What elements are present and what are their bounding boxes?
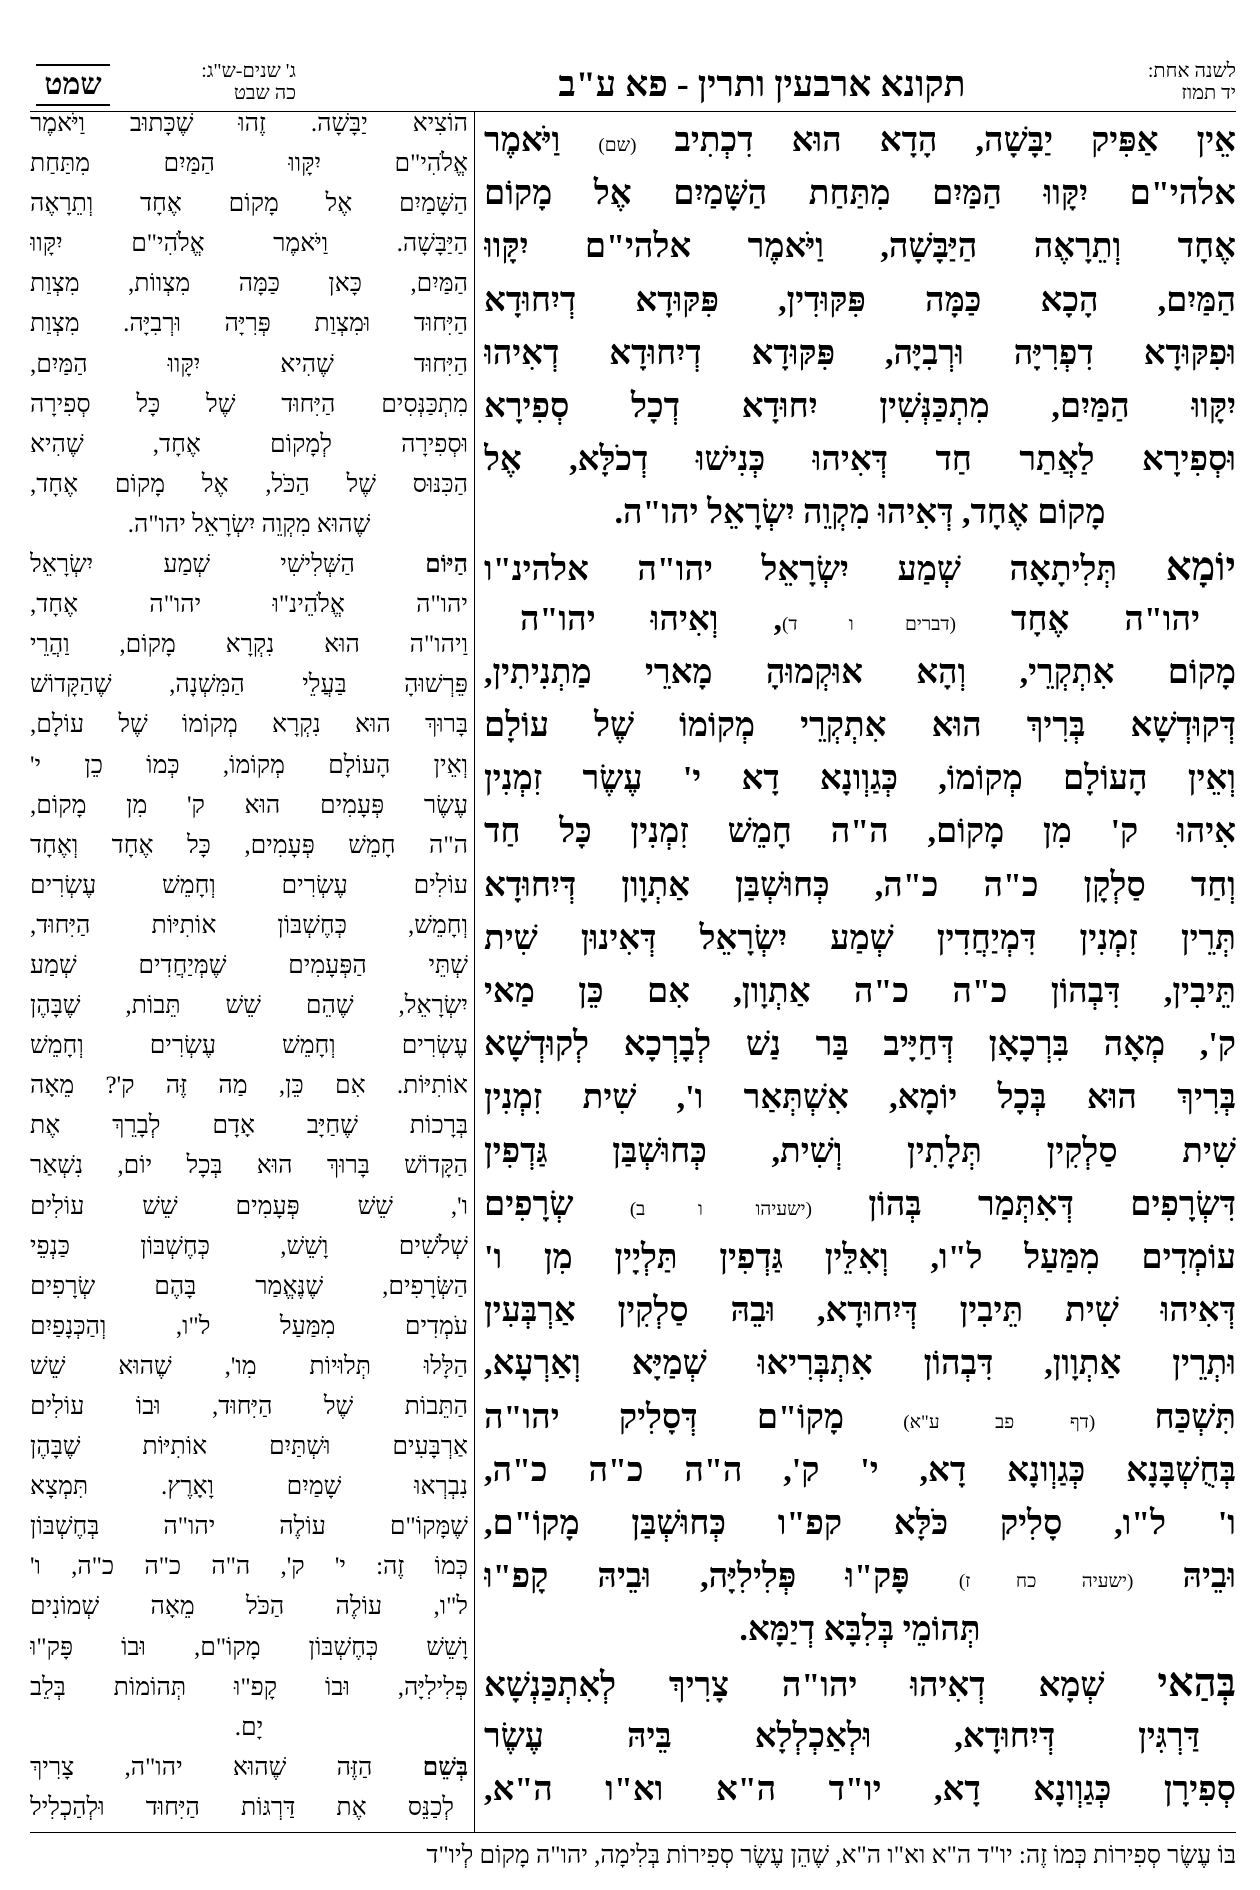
text-run: עֶשְׂרִים וְחָמֵשׁ עֶשְׂרִים וְחָמֵשׁ xyxy=(30,1032,468,1060)
text-run: יהו"ה אֶחָד xyxy=(955,600,1200,638)
text-run: בְּרִיךְ הוּא בְּכָל יוֹמָא, אִשְׁתְּאַר ו', שִׁית זִמְנִין xyxy=(484,1079,1236,1117)
commentary-line xyxy=(30,1146,468,1186)
main-text-line xyxy=(484,486,1236,539)
commentary-line xyxy=(30,1307,468,1347)
text-run: עוֹמְדִים מִמַּעַל ל"ו, וְאִלֵּין גַּדְפִין תַּלְיָין מִן ו' xyxy=(484,1238,1236,1276)
text-run: ה"ה חָמֵשׁ פְּעָמִים, כָּל אֶחָד וְאֶחָד xyxy=(30,831,468,859)
main-text-line xyxy=(484,593,1236,646)
text-run: הַמַּיִם, כָּאן כַּמָּה מִצְווֹת, מִצְוַת xyxy=(30,270,468,298)
text-run: ל"ו, עוֹלֶה הַכֹּל מֵאָה שְׁמוֹנִים xyxy=(30,1593,468,1621)
text-run: שְׁתֵּי הַפְּעָמִים שֶׁמְּיַחֲדִים שְׁמַע xyxy=(30,951,468,979)
main-text-line xyxy=(484,1763,1236,1816)
text-run: שְׁמָא דְאִיהוּ יהו"ה צָרִיךְ לְאִתְכַּנְשָׁא xyxy=(484,1667,1158,1705)
main-text-line xyxy=(484,1071,1236,1124)
main-text-line xyxy=(484,1656,1236,1709)
text-run: עוֹלִים עֶשְׂרִים וְחָמֵשׁ עֶשְׂרִים xyxy=(30,871,468,899)
text-run: יָם. xyxy=(234,1713,264,1741)
opening-word: בְּהַאי xyxy=(1157,1660,1236,1706)
text-run: אֱלֹהִי"ם יִקָּווּ הַמַּיִם מִתַּחַת xyxy=(30,150,468,178)
text-run: הַמַּיִם, הָכָא כַּמָּה פִּקּוּדִין, פִּקּוּדָא דְיִחוּדָא xyxy=(484,281,1236,319)
main-text-line xyxy=(484,1603,1236,1656)
text-run: פֵּרְשׁוּהָ בַּעֲלֵי הַמִּשְׁנָה, שֶׁהַקָּדוֹשׁ xyxy=(30,671,468,699)
text-run: יִשְׂרָאֵל, שֶׁהֵם שֵׁשׁ תֵּבוֹת, שֶׁבָּהֶן xyxy=(30,992,468,1020)
main-text-line xyxy=(484,805,1236,858)
commentary-line xyxy=(30,1267,468,1307)
opening-word: בְּשֵׁם xyxy=(422,1753,468,1781)
text-run: וְחָמֵשׁ, כְּחֶשְׁבּוֹן אוֹתִיּוֹת הַיִּחוּד, xyxy=(30,911,468,939)
text-run: הַשְּׁלִישִׁי שְׁמַע יִשְׂרָאֵל xyxy=(30,551,426,579)
text-run: ו' ל"ו, סָלִיק כֹּלָּא קפ"ו כְּחוּשְׁבַּן מָקוֹ"ם, xyxy=(484,1504,1236,1542)
commentary-line xyxy=(30,304,468,344)
column-divider xyxy=(474,112,475,1832)
text-run: תְּרֵין זִמְנִין דִּמְיַחֲדִין שְׁמַע יִשְׂרָאֵל דְּאִינוּן שִׁית xyxy=(484,919,1236,957)
commentary-line xyxy=(30,1748,468,1788)
text-run: הַיִּחוּד וּמִצְוַת פְּרִיָּה וּרְבִיָּה. מִצְוַת xyxy=(30,310,468,338)
commentary-line xyxy=(30,385,468,425)
source-citation: (שם) xyxy=(598,135,637,156)
text-run: יִקָּווּ הַמַּיִם, מִתְכַּנְּשִׁין יִחוּדָא דְכָל סְפִירָא xyxy=(484,387,1236,425)
commentary-line xyxy=(30,1066,468,1106)
text-run: וּפִקּוּדָא דִפְרִיָּה וּרְבִיָּה, פִּקּוּדָא דְיִחוּדָא דְאִיהוּ xyxy=(484,334,1236,372)
text-run: תֵּיבִין, דִּבְהוֹן כ"ה כ"ה אַתְוָון, אִם כֵּן מַאי xyxy=(484,973,1236,1010)
main-text-line xyxy=(484,912,1236,965)
opening-word: יוֹמָא xyxy=(1165,543,1236,589)
commentary-line xyxy=(30,1347,468,1387)
source-citation: (דברים ו ד) xyxy=(781,613,956,635)
commentary-line xyxy=(30,1547,468,1587)
main-text-line xyxy=(484,327,1236,380)
commentary-line xyxy=(30,1507,468,1547)
commentary-line xyxy=(30,986,468,1026)
commentary-line xyxy=(30,906,468,946)
page-title: תקונא ארבעין ותרין - פא ע"ב xyxy=(558,64,966,104)
text-run: דְּאִיהוּ שִׁית תֵּיבִין דְּיִחוּדָא, וּבֵהּ סַלְקִין אַרְבְּעִין xyxy=(484,1292,1236,1330)
text-run: וְחַד סַלְקָן כ"ה כ"ה, כְּחוּשְׁבַּן אַתְוָון דְּיִחוּדָא xyxy=(484,866,1236,904)
schedule-label-one-year: לשנה אחת: xyxy=(1147,60,1236,82)
commentary-line xyxy=(30,184,468,224)
main-text-line xyxy=(484,274,1236,327)
text-run: מָקוֹם אִתְקְרֵי, וְהָא אוּקְמוּהָ מָארֵי מַתְנִיתִין, xyxy=(484,653,1236,691)
text-run: וּסְפִירָא לַאֲתַר חַד דְּאִיהוּ כְּנִישׁוּ דְכֹלָּא, אֶל xyxy=(484,441,1236,479)
text-run: פָּק"וּ פְּלִילִיָּה, וּבֵיהּ קָפ"וּ xyxy=(484,1558,959,1596)
main-text-line xyxy=(484,859,1236,912)
text-run: וָשֵׁשׁ כְּחֶשְׁבּוֹן מָקוֹ"ם, וּבוֹ פָּק"וּ xyxy=(30,1633,468,1661)
text-run: כְּמוֹ זֶה: י' ק', ה"ה כ"ה כ"ה, ו' xyxy=(30,1553,468,1581)
text-run: סְפִירָן כְּגַוְונָא דָא, יו"ד ה"א וא"ו ה"א, xyxy=(484,1770,1236,1808)
header-study-schedule-three-years xyxy=(128,60,296,104)
text-run: הַתֵּבוֹת שֶׁל הַיִּחוּד, וּבוֹ עוֹלִים xyxy=(30,1393,468,1420)
text-run: נִבְרְאוּ שָׁמַיִם וָאָרֶץ. תִּמְצָא xyxy=(30,1473,468,1501)
commentary-line xyxy=(30,1708,468,1748)
text-run: שְׁלֹשִׁים וָשֵׁשׁ, כְּחֶשְׁבּוֹן כַּנְפֵי xyxy=(30,1232,468,1260)
text-run: הַלָּלוּ תְּלוּיוֹת מִו', שֶׁהוּא שֵׁשׁ xyxy=(30,1352,468,1380)
text-run: הַשְּׂרָפִים, שֶׁנֶּאֱמַר בָּהֶם שְׂרָפִים xyxy=(30,1272,468,1300)
commentary-line xyxy=(30,465,468,505)
text-run: הַשָּׁמַיִם אֶל מָקוֹם אֶחָד וְתֵרָאֶה xyxy=(30,190,468,218)
main-text-line xyxy=(484,1284,1236,1337)
commentary-line xyxy=(30,826,468,866)
text-run: מָקוֹ"ם דְּסָלִיק יהו"ה xyxy=(484,1398,904,1436)
main-text-line xyxy=(484,380,1236,433)
main-text-line xyxy=(484,752,1236,805)
main-text-line xyxy=(484,1231,1236,1284)
main-text-line xyxy=(484,699,1236,752)
text-run: פְּלִילִיָּה, וּבוֹ קָפ"וּ תְּהוֹמוֹת בְּלֵב xyxy=(30,1673,468,1701)
main-text-line xyxy=(484,965,1236,1018)
header-study-schedule-one-year xyxy=(1086,60,1236,104)
text-run: הוֹצִיא יַבָּשָׁה. זֶהוּ שֶׁכָּתוּב וַיֹּאמֶר xyxy=(30,110,468,137)
main-text-line xyxy=(484,1497,1236,1550)
commentary-line xyxy=(30,1227,468,1267)
commentary-line xyxy=(30,1026,468,1066)
text-run: דְּקוּדְשָׁא בְּרִיךְ הוּא אִתְקְרֵי מְקוֹמוֹ שֶׁל עוֹלָם xyxy=(484,707,1236,745)
footer-divider xyxy=(30,1832,1236,1833)
commentary-line xyxy=(30,786,468,826)
text-run: אלהי"ם יִקָּווּ הַמַּיִם מִתַּחַת הַשָּׁמַיִם אֶל מָקוֹם xyxy=(484,175,1236,213)
text-run: הַכִּנּוּס שֶׁל הַכֹּל, אֶל מָקוֹם אֶחָד, xyxy=(30,470,468,498)
text-run: וְאֵין הָעוֹלָם מְקוֹמוֹ, כְּמוֹ כֵן י' xyxy=(30,751,468,779)
text-run: וַיֹּאמֶר xyxy=(484,122,599,159)
commentary-line xyxy=(30,1587,468,1627)
text-run: שְׂרָפִים xyxy=(484,1185,630,1223)
text-run: ו', שֵׁשׁ פְּעָמִים שֵׁשׁ עוֹלִים xyxy=(30,1192,468,1220)
text-run: בָּרוּךְ הוּא נִקְרָא מְקוֹמוֹ שֶׁל עוֹלָם, xyxy=(30,711,468,739)
commentary-line xyxy=(30,545,468,585)
text-run: הַקָּדוֹשׁ בָּרוּךְ הוּא בְּכָל יוֹם, נִשְׁאַר xyxy=(30,1152,468,1180)
text-run: שֶׁהוּא מִקְוֵה יִשְׂרָאֵל יהו"ה. xyxy=(127,510,371,538)
main-text-line xyxy=(484,1391,1236,1444)
commentary-line xyxy=(30,1668,468,1708)
text-run: אִיהוּ ק' מִן מָקוֹם, ה"ה חָמֵשׁ זִמְנִין כָּל חַד xyxy=(484,813,1236,851)
source-citation: (ישעיהו ו ב) xyxy=(629,1198,812,1220)
main-text-line xyxy=(484,1018,1236,1071)
text-run: בְּחֻשְׁבָּנָא כְּגַוְונָא דָא, י' ק', ה"ה כ"ה כ"ה, xyxy=(484,1451,1236,1489)
text-run: עֹמְדִים מִמַּעַל ל"ו, וְהַכְּנָפַיִם xyxy=(30,1312,468,1340)
commentary-line xyxy=(30,946,468,986)
text-run: שֶׁמָּקוֹ"ם עוֹלֶה יהו"ה בְּחֶשְׁבּוֹן xyxy=(30,1513,468,1541)
commentary-line xyxy=(30,625,468,665)
text-run: תְּלִיתָאָה שְׁמַע יִשְׂרָאֵל יהו"ה אלהינ"ו xyxy=(484,550,1166,588)
commentary-line xyxy=(30,705,468,745)
commentary-line xyxy=(30,505,468,545)
text-run: בְּרָכוֹת שֶׁחַיָּב אָדָם לְבָרֵךְ אֶת xyxy=(30,1112,468,1140)
commentary-line xyxy=(30,264,468,304)
text-run: לְכַנֵּס אֶת דַּרְגּוֹת הַיִּחוּד וּלְהַכְלִיל xyxy=(30,1793,454,1821)
text-run: הַיִּחוּד שֶׁהִיא יִקָּווּ הַמַּיִם, xyxy=(30,350,468,378)
main-text-line xyxy=(484,114,1236,167)
main-text-column xyxy=(484,114,1236,1816)
text-run: אֶחָד וְתֵרָאֶה הַיַּבָּשָׁה, וַיֹּאמֶר אלהי"ם יִקָּווּ xyxy=(484,228,1236,266)
commentary-line xyxy=(30,746,468,786)
commentary-line xyxy=(30,1788,468,1828)
text-run: הַיַּבָּשָׁה. וַיֹּאמֶר אֱלֹהִי"ם יִקָּווּ xyxy=(30,230,468,258)
text-run: דַּרְגִּין דְּיִחוּדָא, וּלְאַכְלְלָא בֵּיהּ עֶשֶׂר xyxy=(484,1717,1200,1755)
text-run: וַיהו"ה הוּא נִקְרָא מָקוֹם, וַהֲרֵי xyxy=(30,631,468,659)
text-run: שִׁית סַלְקִין תְּלָתִין וְשִׁית, כְּחוּשְׁבַּן גַּדְפִין xyxy=(484,1132,1236,1170)
commentary-line xyxy=(30,144,468,184)
text-run: הַזֶּה שֶׁהוּא יהו"ה, צָרִיךְ xyxy=(30,1753,423,1781)
commentary-line xyxy=(30,866,468,906)
main-text-line xyxy=(484,1337,1236,1390)
text-run: יהו"ה אֱלֹהֵינ"וּ יהו"ה אֶחָד, xyxy=(30,591,468,619)
text-run: וְאֵין הָעוֹלָם מְקוֹמוֹ, כְּגַוְונָא דָא י' עֶשֶׂר זִמְנִין xyxy=(484,760,1236,798)
schedule-date-one-year: יד תמוז xyxy=(1181,82,1236,104)
text-run: אֵין אַפִּיק יַבָּשָׁה, הָדָא הוּא דִכְתִיב xyxy=(636,122,1236,159)
text-run: ק', מְאָה בִּרְכָאָן דְּחַיָּיב בַּר נַשׁ לְבָרְכָא לְקוּדְשָׁא xyxy=(484,1026,1236,1064)
main-text-line xyxy=(484,433,1236,486)
text-run: אַרְבָּעִים וּשְׁתַּיִם אוֹתִיּוֹת שֶׁבָּהֶן xyxy=(30,1433,468,1461)
text-run: תִּשְׁכַּח xyxy=(1095,1398,1236,1436)
schedule-date-three-years: כה שבט xyxy=(233,82,296,104)
commentary-line xyxy=(30,1106,468,1146)
source-citation: (ישעיה כח ז) xyxy=(958,1571,1134,1593)
commentary-line xyxy=(30,345,468,385)
main-text-line xyxy=(484,167,1236,220)
text-run: וּתְרֵין אַתְוָון, דִּבְהוֹן אִתְבְּרִיאוּ שְׁמַיָּא וְאַרְעָא, xyxy=(484,1345,1236,1383)
commentary-line xyxy=(30,1628,468,1668)
main-text-line xyxy=(484,1178,1236,1231)
commentary-line xyxy=(30,104,468,144)
main-text-line xyxy=(484,540,1236,593)
schedule-label-three-years: ג' שנים-ש"ג: xyxy=(201,60,296,82)
commentary-line xyxy=(30,425,468,465)
text-run: דִּשְׂרָפִים דְּאִתְּמַר בְּהוֹן xyxy=(811,1185,1236,1223)
commentary-line xyxy=(30,1387,468,1427)
main-text-line xyxy=(484,1125,1236,1178)
commentary-line xyxy=(30,1467,468,1507)
commentary-line xyxy=(30,1187,468,1227)
text-run: וּבֵיהּ xyxy=(1133,1558,1236,1596)
main-text-line xyxy=(484,1710,1236,1763)
source-citation: (דף פב ע"א) xyxy=(903,1411,1096,1433)
main-text-line xyxy=(484,220,1236,273)
page-number: שמט xyxy=(36,64,110,106)
commentary-column xyxy=(30,104,468,1828)
main-text-line xyxy=(484,1444,1236,1497)
text-run: עֶשֶׂר פְּעָמִים הוּא ק' מִן מָקוֹם, xyxy=(30,791,468,819)
opening-word: הַיּוֹם xyxy=(425,551,468,579)
footer-commentary-continuation: בּוֹ עֶשֶׂר סְפִירוֹת כְּמוֹ זֶה: יו"ד ה"א וא"ו ה"א, שֶׁהֵן עֶשֶׂר סְפִירוֹת בְּלִימָה, יהו"ה מָקוֹם לְיו"ד xyxy=(426,1842,1236,1869)
text-run: , וְאִיהוּ יהו"ה xyxy=(520,600,782,638)
text-run: מִתְכַּנְּסִים הַיִּחוּד שֶׁל כָּל סְפִירָה xyxy=(30,390,468,418)
commentary-line xyxy=(30,585,468,625)
text-run: מָקוֹם אֶחָד, דְּאִיהוּ מִקְוֵה יִשְׂרָאֵל יהו"ה. xyxy=(614,494,1106,532)
main-text-line xyxy=(484,646,1236,699)
commentary-line xyxy=(30,224,468,264)
main-text-line xyxy=(484,1550,1236,1603)
text-run: אוֹתִיּוֹת. אִם כֵּן, מַה זֶּה ק'? מֵאָה xyxy=(30,1072,468,1100)
commentary-line xyxy=(30,1427,468,1467)
text-run: תְּהוֹמֵי בְּלִבָּא דְיַמָּא. xyxy=(739,1611,981,1649)
text-run: וּסְפִירָה לְמָקוֹם אֶחָד, שֶׁהִיא xyxy=(30,430,468,458)
commentary-line xyxy=(30,665,468,705)
